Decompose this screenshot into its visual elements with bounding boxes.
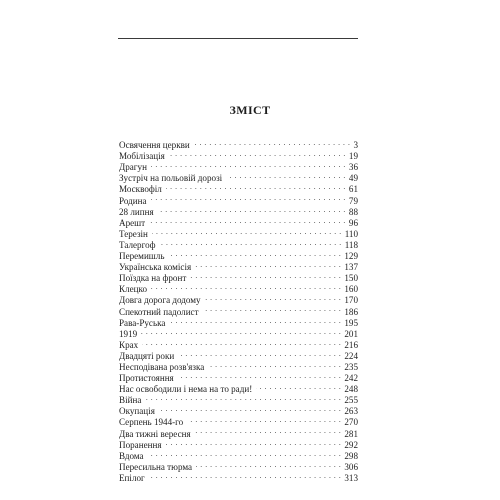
toc-leader-dots	[187, 414, 341, 425]
toc-leader-dots	[166, 437, 342, 448]
toc-leader-dots	[145, 392, 341, 403]
toc-leader-dots	[149, 215, 346, 226]
toc-leader-dots	[194, 137, 351, 148]
toc-leader-dots	[195, 259, 341, 270]
toc-leader-dots	[169, 148, 346, 159]
toc-entry-label: Протистояння	[119, 373, 174, 384]
toc-entry	[119, 348, 358, 359]
toc-entry-label: Рава-Руська	[119, 317, 166, 328]
toc-leader-dots	[142, 337, 341, 348]
toc-leader-dots	[208, 359, 341, 370]
toc-entry-label: Зустріч на польовій дорозі	[119, 173, 223, 184]
toc-entry-page-number: 292	[344, 439, 358, 450]
toc-entry-label: Спекотний падолист	[119, 306, 199, 317]
toc-entry-label: Два тижні вересня	[119, 428, 191, 439]
toc-entry-label: Серпень 1944-го	[119, 417, 184, 428]
toc-entry-page-number: 263	[344, 406, 358, 417]
toc-entry-label: Талергоф	[119, 239, 156, 250]
toc-entry	[119, 337, 358, 348]
toc-entry-label: Несподівана розв'язка	[119, 361, 205, 372]
toc-leader-dots	[203, 303, 342, 314]
toc-entry-label: Війна	[119, 395, 142, 406]
toc-entry-label: Мобілізація	[119, 151, 165, 162]
toc-entry-label: 28 липня	[119, 206, 154, 217]
toc-entry	[119, 170, 358, 184]
toc-leader-dots	[151, 192, 346, 203]
toc-entry-page-number: 306	[344, 461, 358, 472]
toc-entry	[119, 392, 358, 406]
toc-leader-dots	[141, 326, 341, 337]
toc-entry-page-number: 36	[348, 162, 358, 173]
toc-entry-page-number: 235	[344, 361, 358, 372]
toc-leader-dots	[196, 459, 341, 470]
toc-entry-page-number: 224	[344, 350, 358, 361]
toc-entry-page-number: 281	[344, 428, 358, 439]
toc-leader-dots	[178, 348, 341, 359]
toc-leader-dots	[152, 226, 342, 237]
toc-entry	[119, 192, 358, 206]
toc-entry-page-number: 255	[344, 395, 358, 406]
toc-entry-page-number: 160	[344, 284, 358, 295]
toc-leader-dots	[190, 270, 341, 281]
toc-entry-label: Вдома	[119, 450, 144, 461]
toc-entry	[119, 137, 358, 151]
toc-entry-page-number: 49	[348, 173, 358, 184]
toc-leader-dots	[151, 281, 341, 292]
toc-leader-dots	[148, 448, 342, 459]
toc-entry-label: Довга дорога додому	[119, 295, 201, 306]
toc-entry-page-number: 216	[344, 339, 358, 350]
toc-entry-label: Арешт	[119, 217, 146, 228]
toc-entry-label: Терезін	[119, 228, 148, 239]
toc-entry-label: Пересильна тюрма	[119, 461, 193, 472]
toc-title: ЗМІСТ	[229, 103, 271, 117]
toc-entry-page-number: 118	[344, 239, 358, 250]
toc-entry-page-number: 248	[344, 384, 358, 395]
toc-leader-dots	[160, 237, 342, 248]
toc-entry-page-number: 298	[344, 450, 358, 461]
toc-entry-page-number: 3	[353, 140, 358, 151]
toc-entry	[119, 292, 358, 306]
toc-entry-page-number: 186	[344, 306, 358, 317]
toc-entry	[119, 215, 358, 226]
toc-entry-page-number: 150	[344, 273, 358, 284]
toc-leader-dots	[151, 159, 346, 170]
table-of-contents	[119, 137, 358, 481]
toc-entry-page-number: 242	[344, 373, 358, 384]
toc-leader-dots	[149, 470, 342, 481]
toc-entry-page-number: 170	[344, 295, 358, 306]
toc-entry	[119, 459, 358, 470]
toc-entry-label: Москвофіл	[119, 184, 162, 195]
toc-entry-page-number: 137	[344, 262, 358, 273]
toc-entry-page-number: 19	[348, 151, 358, 162]
toc-entry-label: Поранення	[119, 439, 162, 450]
toc-leader-dots	[256, 381, 341, 392]
toc-entry	[119, 237, 358, 248]
toc-entry-page-number: 201	[344, 328, 358, 339]
toc-entry	[119, 159, 358, 173]
toc-entry	[119, 403, 358, 417]
toc-entry	[119, 448, 358, 459]
toc-entry	[119, 281, 358, 295]
toc-leader-dots	[158, 204, 346, 215]
toc-entry-label: Крах	[119, 339, 139, 350]
toc-entry	[119, 470, 358, 481]
toc-entry-page-number: 313	[344, 472, 358, 483]
toc-entry-label: Драгун	[119, 162, 147, 173]
toc-leader-dots	[195, 425, 342, 436]
toc-entry-label: Українська комісія	[119, 262, 192, 273]
toc-entry-page-number: 110	[344, 228, 358, 239]
toc-entry-label: Нас освободили і нема на то ради!	[119, 384, 253, 395]
toc-leader-dots	[159, 403, 341, 414]
toc-entry-page-number: 61	[348, 184, 358, 195]
toc-entry-label: Освячення церкви	[119, 140, 190, 151]
toc-entry-page-number: 195	[344, 317, 358, 328]
toc-leader-dots	[169, 248, 342, 259]
toc-entry	[119, 326, 358, 337]
toc-entry-label: Поїздка на фронт	[119, 273, 187, 284]
toc-leader-dots	[178, 370, 342, 381]
toc-entry-page-number: 96	[348, 217, 358, 228]
toc-entry-page-number: 129	[344, 251, 358, 262]
toc-entry-label: 1919	[119, 328, 138, 339]
toc-entry-label: Клецко	[119, 284, 148, 295]
toc-entry-page-number: 270	[344, 417, 358, 428]
toc-entry-page-number: 88	[348, 206, 358, 217]
toc-entry-label: Окупація	[119, 406, 155, 417]
toc-entry	[119, 204, 358, 215]
toc-entry	[119, 226, 358, 237]
toc-entry-page-number: 79	[348, 195, 358, 206]
toc-entry-label: Епілог	[119, 472, 145, 483]
toc-leader-dots	[166, 181, 346, 192]
toc-entry-label: Двадцяті роки	[119, 350, 175, 361]
toc-entry-label: Родина	[119, 195, 147, 206]
toc-leader-dots	[226, 170, 346, 181]
toc-leader-dots	[169, 315, 341, 326]
toc-entry-label: Перемишль	[119, 251, 165, 262]
toc-leader-dots	[205, 292, 342, 303]
header-rule	[118, 38, 358, 39]
